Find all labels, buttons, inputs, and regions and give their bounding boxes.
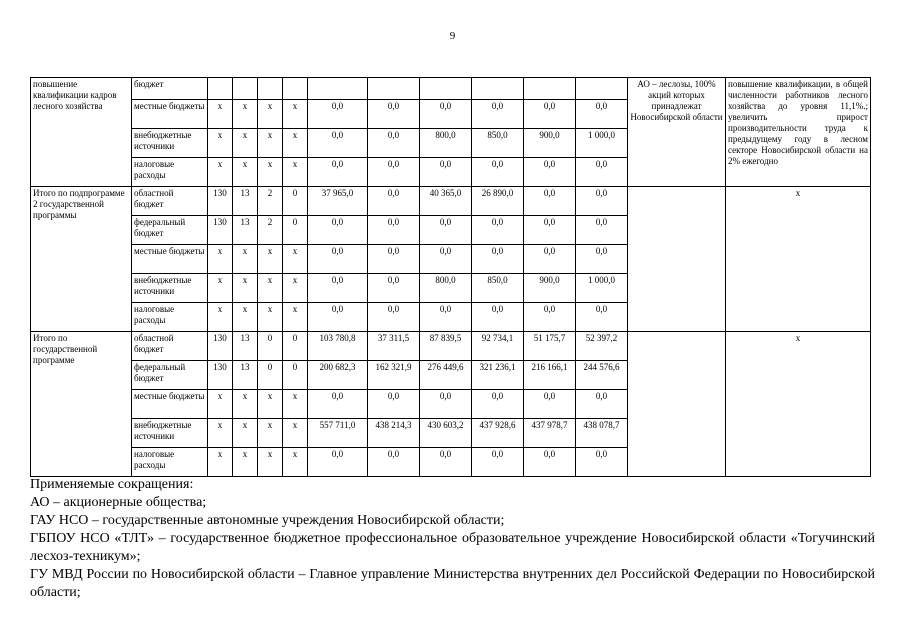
value-cell: 0,0	[308, 448, 368, 477]
code-cell: х	[233, 129, 258, 158]
table-row	[31, 332, 871, 361]
code-cell: х	[283, 303, 308, 332]
code-cell: х	[283, 419, 308, 448]
table-row	[31, 187, 871, 216]
value-cell: 1 000,0	[576, 274, 628, 303]
source-cell: областной бюджет	[132, 187, 208, 216]
budget-table	[30, 77, 871, 477]
code-cell	[233, 78, 258, 100]
code-cell: х	[233, 419, 258, 448]
value-cell: 37 965,0	[308, 187, 368, 216]
code-cell: 13	[233, 216, 258, 245]
value-cell: 0,0	[576, 448, 628, 477]
value-cell: 0,0	[308, 390, 368, 419]
value-cell: 0,0	[368, 216, 420, 245]
code-cell	[283, 78, 308, 100]
value-cell: 800,0	[420, 129, 472, 158]
value-cell: 0,0	[368, 129, 420, 158]
abbreviations-heading: Применяемые сокращения:	[30, 477, 194, 492]
code-cell: х	[283, 245, 308, 274]
value-cell: 276 449,6	[420, 361, 472, 390]
value-cell: 0,0	[308, 100, 368, 129]
code-cell: 0	[283, 187, 308, 216]
abbreviation-item: ГБПОУ НСО «ТЛТ» – государственное бюджетное профессиональное образовательное учреждение Новосибирской области «Тогучинский лесхоз-техникум»;	[30, 531, 875, 564]
source-cell: налоговые расходы	[132, 303, 208, 332]
value-cell	[576, 78, 628, 100]
value-cell: 87 839,5	[420, 332, 472, 361]
code-cell: х	[258, 158, 283, 187]
value-cell: 0,0	[368, 187, 420, 216]
code-cell: х	[233, 100, 258, 129]
code-cell: х	[208, 448, 233, 477]
code-cell: 2	[258, 216, 283, 245]
source-cell: внебюджетные источники	[132, 129, 208, 158]
source-cell: местные бюджеты	[132, 100, 208, 129]
value-cell: 40 365,0	[420, 187, 472, 216]
value-cell: 0,0	[576, 303, 628, 332]
abbreviations-section	[30, 476, 875, 602]
group-label-cell: Итого по государственной программе	[31, 332, 132, 477]
value-cell: 0,0	[524, 303, 576, 332]
value-cell: 0,0	[576, 245, 628, 274]
code-cell: х	[233, 158, 258, 187]
code-cell: х	[283, 129, 308, 158]
group-label-cell: Итого по подпрограмме 2 государственной программы	[31, 187, 132, 332]
value-cell: 0,0	[472, 448, 524, 477]
code-cell: х	[258, 245, 283, 274]
value-cell: 0,0	[576, 216, 628, 245]
value-cell: 0,0	[524, 245, 576, 274]
code-cell	[208, 78, 233, 100]
value-cell: 0,0	[420, 158, 472, 187]
value-cell: 0,0	[368, 390, 420, 419]
code-cell: х	[258, 274, 283, 303]
code-cell: х	[283, 274, 308, 303]
value-cell: 0,0	[420, 448, 472, 477]
code-cell: х	[208, 419, 233, 448]
value-cell: 0,0	[472, 100, 524, 129]
value-cell	[524, 78, 576, 100]
value-cell	[368, 78, 420, 100]
source-cell: бюджет	[132, 78, 208, 100]
value-cell: 0,0	[576, 390, 628, 419]
source-cell: внебюджетные источники	[132, 419, 208, 448]
code-cell: х	[208, 274, 233, 303]
value-cell: 0,0	[368, 448, 420, 477]
source-cell: федеральный бюджет	[132, 216, 208, 245]
code-cell: х	[258, 129, 283, 158]
value-cell: 0,0	[472, 245, 524, 274]
result-cell: повышение квалификации, в общей численности работников лесного хозяйства до уровня 11,1%.; увеличить прирост производительности труда к предыдущему году в лесном секторе Новосибирской области на 2% ежегодно	[726, 78, 871, 187]
value-cell: 0,0	[368, 303, 420, 332]
value-cell: 37 311,5	[368, 332, 420, 361]
code-cell: х	[258, 303, 283, 332]
group-label-cell: повышение квалификации кадров лесного хозяйства	[31, 78, 132, 187]
value-cell: 52 397,2	[576, 332, 628, 361]
table-row	[31, 78, 871, 100]
code-cell: х	[233, 274, 258, 303]
value-cell: 850,0	[472, 129, 524, 158]
code-cell: 0	[283, 216, 308, 245]
value-cell: 0,0	[308, 216, 368, 245]
code-cell: х	[283, 158, 308, 187]
value-cell: 0,0	[524, 187, 576, 216]
code-cell: х	[283, 390, 308, 419]
source-cell: местные бюджеты	[132, 245, 208, 274]
source-cell: федеральный бюджет	[132, 361, 208, 390]
value-cell: 0,0	[308, 274, 368, 303]
code-cell: 13	[233, 332, 258, 361]
value-cell: 437 978,7	[524, 419, 576, 448]
value-cell: 0,0	[368, 245, 420, 274]
source-cell: налоговые расходы	[132, 158, 208, 187]
value-cell: 0,0	[524, 390, 576, 419]
result-cell: х	[726, 332, 871, 477]
source-cell: местные бюджеты	[132, 390, 208, 419]
value-cell: 244 576,6	[576, 361, 628, 390]
code-cell	[258, 78, 283, 100]
value-cell: 0,0	[368, 274, 420, 303]
value-cell: 438 214,3	[368, 419, 420, 448]
code-cell: х	[208, 158, 233, 187]
value-cell: 900,0	[524, 274, 576, 303]
value-cell: 0,0	[308, 245, 368, 274]
value-cell	[308, 78, 368, 100]
code-cell: х	[208, 129, 233, 158]
value-cell: 1 000,0	[576, 129, 628, 158]
value-cell: 437 928,6	[472, 419, 524, 448]
code-cell: 130	[208, 187, 233, 216]
result-cell: х	[726, 187, 871, 332]
code-cell: 0	[258, 332, 283, 361]
abbreviation-item: ГАУ НСО – государственные автономные учреждения Новосибирской области;	[30, 513, 505, 528]
value-cell: 0,0	[308, 129, 368, 158]
value-cell: 438 078,7	[576, 419, 628, 448]
value-cell: 0,0	[524, 100, 576, 129]
value-cell: 0,0	[368, 158, 420, 187]
value-cell: 0,0	[420, 390, 472, 419]
value-cell: 103 780,8	[308, 332, 368, 361]
code-cell: 13	[233, 361, 258, 390]
value-cell	[472, 78, 524, 100]
value-cell: 321 236,1	[472, 361, 524, 390]
code-cell: х	[258, 100, 283, 129]
value-cell: 0,0	[524, 448, 576, 477]
code-cell: х	[208, 303, 233, 332]
value-cell: 51 175,7	[524, 332, 576, 361]
code-cell: 13	[233, 187, 258, 216]
executor-cell	[628, 332, 726, 477]
executor-cell: АО – леслозы, 100% акций которых принадлежат Новосибирской области	[628, 78, 726, 187]
code-cell: х	[233, 448, 258, 477]
value-cell: 216 166,1	[524, 361, 576, 390]
code-cell: х	[283, 448, 308, 477]
code-cell: 2	[258, 187, 283, 216]
value-cell: 0,0	[524, 216, 576, 245]
code-cell: 0	[283, 361, 308, 390]
value-cell: 0,0	[308, 158, 368, 187]
value-cell: 0,0	[420, 216, 472, 245]
code-cell: х	[283, 100, 308, 129]
value-cell: 0,0	[420, 100, 472, 129]
value-cell: 0,0	[576, 187, 628, 216]
code-cell: х	[233, 390, 258, 419]
table-body	[31, 78, 871, 477]
code-cell: 130	[208, 216, 233, 245]
source-cell: внебюджетные источники	[132, 274, 208, 303]
value-cell: 430 603,2	[420, 419, 472, 448]
code-cell: х	[208, 100, 233, 129]
page-number: 9	[449, 30, 456, 42]
code-cell: 130	[208, 361, 233, 390]
code-cell: х	[258, 419, 283, 448]
source-cell: областной бюджет	[132, 332, 208, 361]
source-cell: налоговые расходы	[132, 448, 208, 477]
code-cell: х	[208, 245, 233, 274]
value-cell: 900,0	[524, 129, 576, 158]
code-cell: х	[233, 245, 258, 274]
value-cell: 92 734,1	[472, 332, 524, 361]
code-cell: 0	[258, 361, 283, 390]
value-cell: 0,0	[472, 158, 524, 187]
code-cell: х	[233, 303, 258, 332]
value-cell: 0,0	[472, 303, 524, 332]
value-cell: 0,0	[308, 303, 368, 332]
value-cell: 26 890,0	[472, 187, 524, 216]
abbreviation-item: ГУ МВД России по Новосибирской области – Главное управление Министерства внутренних дел Российской Федерации по Новосибирской области;	[30, 567, 875, 600]
value-cell: 162 321,9	[368, 361, 420, 390]
code-cell: 0	[283, 332, 308, 361]
value-cell: 200 682,3	[308, 361, 368, 390]
code-cell: х	[258, 390, 283, 419]
value-cell: 800,0	[420, 274, 472, 303]
value-cell: 0,0	[420, 303, 472, 332]
value-cell: 0,0	[472, 216, 524, 245]
executor-cell	[628, 187, 726, 332]
value-cell: 0,0	[576, 158, 628, 187]
abbreviation-item: АО – акционерные общества;	[30, 495, 207, 510]
value-cell: 0,0	[420, 245, 472, 274]
code-cell: 130	[208, 332, 233, 361]
value-cell: 0,0	[576, 100, 628, 129]
value-cell: 0,0	[524, 158, 576, 187]
value-cell: 0,0	[368, 100, 420, 129]
value-cell: 557 711,0	[308, 419, 368, 448]
value-cell: 850,0	[472, 274, 524, 303]
code-cell: х	[208, 390, 233, 419]
value-cell: 0,0	[472, 390, 524, 419]
code-cell: х	[258, 448, 283, 477]
value-cell	[420, 78, 472, 100]
